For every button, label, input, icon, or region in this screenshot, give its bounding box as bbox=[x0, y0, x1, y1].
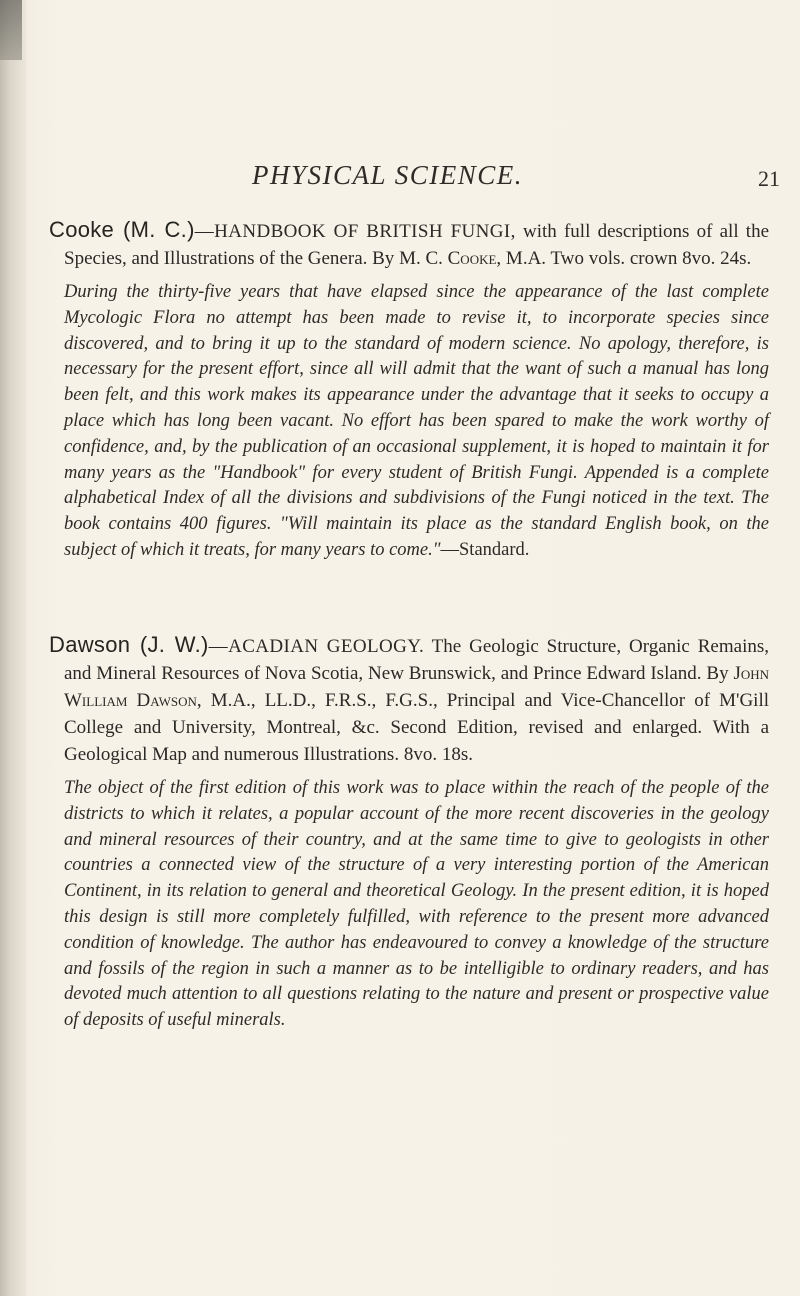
entry-heading bbox=[49, 631, 769, 768]
catalogue-entry-dawson bbox=[49, 631, 769, 1034]
entry-description: The Geologic Structure, Organic Remains, and Mineral Resources of Nova Scotia, New Brunswick, and Prince Edward Island. By bbox=[64, 636, 769, 684]
entry-description-tail: , M.A., LL.D., F.R.S., F.G.S., Principal and Vice-Chancellor of M'Gill College and University, Montreal, &c. Second Edition, revised and enlarged. With a Geological Map and numerous Illustrations. 8vo. 18s. bbox=[64, 690, 770, 765]
entry-review bbox=[49, 280, 769, 564]
entry-author: Cooke (M. C.) bbox=[49, 217, 195, 242]
review-source: —Standard. bbox=[440, 539, 530, 560]
entry-review bbox=[49, 776, 769, 1034]
page-corner-shadow bbox=[0, 0, 22, 60]
entry-description: with full descriptions of all the Species, and Illustrations of the Genera. By bbox=[64, 221, 769, 269]
entry-author: Dawson (J. W.) bbox=[49, 632, 209, 657]
entry-author-name: M. C. Cooke bbox=[399, 248, 497, 269]
entry-title: —HANDBOOK OF BRITISH FUNGI, bbox=[194, 221, 516, 242]
review-text: The object of the first edition of this work was to place within the reach of the people of the districts to which it relates, a popular account of the more recent discoveries in the geology and mineral resources of their country, and at the same time to give to geologists in other countries a connected view of the structure of a very interesting portion of the American Continent, in its relation to general and theoretical Geology. In the present edition, it is hoped this design is still more completely fulfilled, with reference to the present more advanced condition of knowledge. The author has endeavoured to convey a knowledge of the structure and fossils of the region in such a manner as to be intelligible to ordinary readers, and has devoted much attention to all questions relating to the nature and present or prospective value of deposits of useful minerals. bbox=[64, 778, 769, 1031]
running-head bbox=[0, 160, 800, 200]
entry-description-tail: , M.A. Two vols. crown 8vo. 24s. bbox=[496, 248, 752, 269]
running-title: PHYSICAL SCIENCE. bbox=[252, 160, 524, 190]
entry-heading bbox=[49, 216, 769, 272]
review-text: During the thirty-five years that have elapsed since the appearance of the last complete Mycologic Flora no attempt has been made to revise it, to incorporate species since discovered, and to bring it up to the standard of modern science. No apology, therefore, is necessary for the present effort, since all will admit that the want of such a manual has long been felt, and this work makes its appearance under the advantage that it seeks to occupy a place which has long been vacant. No effort has been spared to make the work worthy of confidence, and, by the publication of an occasional supplement, it is hoped to maintain it for many years as the "Handbook" for every student of British Fungi. Appended is a complete alphabetical Index of all the divisions and subdivisions of the Fungi noticed in the text. The book contains 400 figures. "Will maintain its place as the standard English book, on the subject of which it treats, for many years to come." bbox=[64, 282, 769, 560]
entry-author-name: John William Dawson bbox=[64, 663, 769, 711]
entry-title: —ACADIAN GEOLOGY. bbox=[208, 636, 425, 657]
catalogue-entry-cooke bbox=[49, 216, 769, 564]
page-number: 21 bbox=[758, 166, 780, 191]
